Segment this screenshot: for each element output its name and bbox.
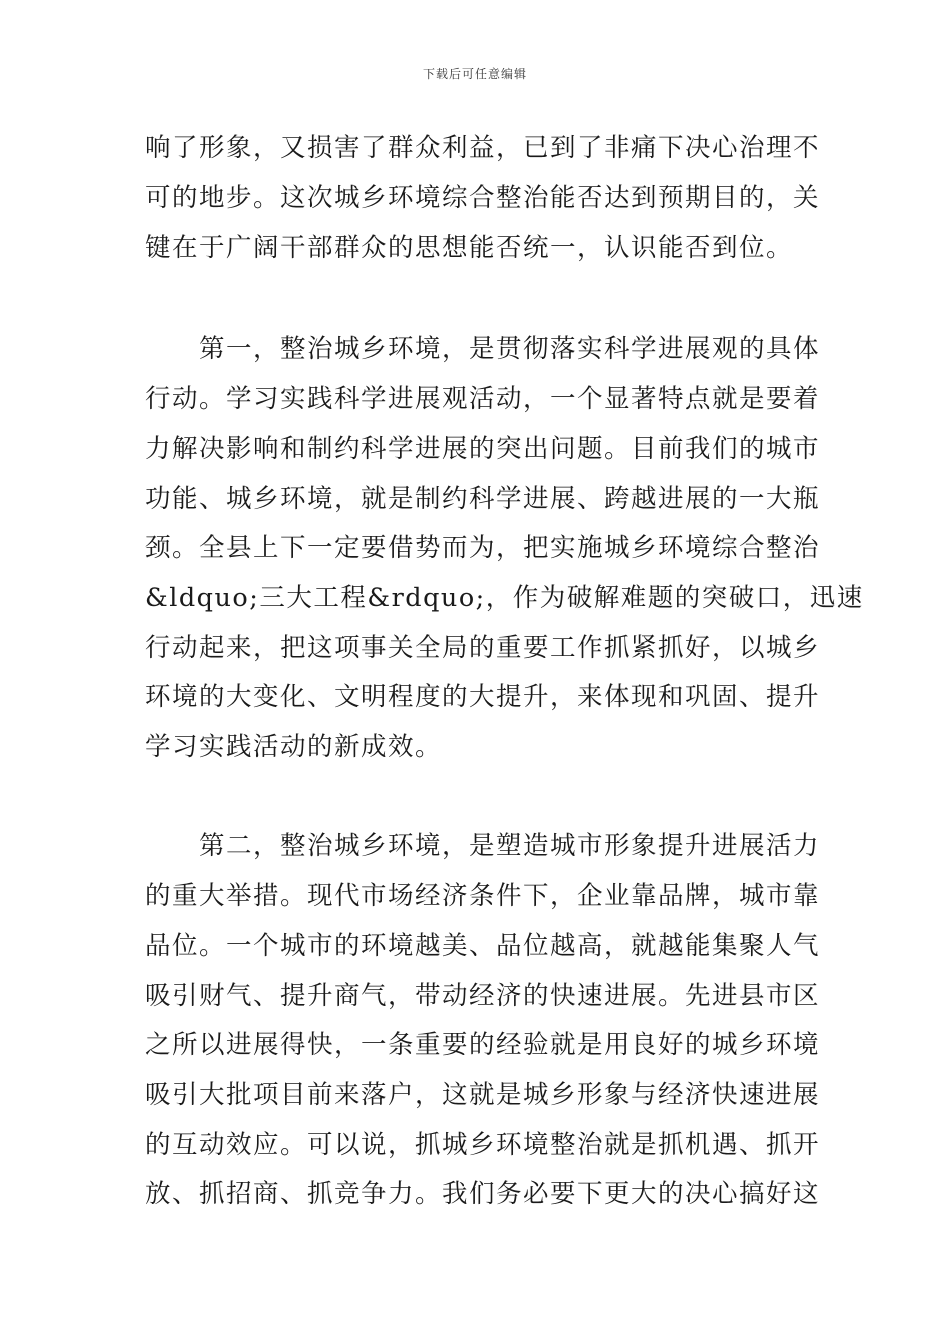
body-line: 可的地步。这次城乡环境综合整治能否达到预期目的，关: [145, 183, 821, 213]
body-line: 环境的大变化、文明程度的大提升，来体现和巩固、提升: [145, 682, 821, 712]
page-header: 下载后可任意编辑: [422, 67, 527, 81]
body-line: 行动。学习实践科学进展观活动，一个显著特点就是要着: [145, 384, 821, 414]
body-line: 第二，整治城乡环境，是塑造城市形象提升进展活力: [145, 831, 821, 861]
body-line: 功能、城乡环境，就是制约科学进展、跨越进展的一大瓶: [145, 484, 821, 514]
body-line: 颈。全县上下一定要借势而为，把实施城乡环境综合整治: [145, 533, 821, 563]
body-line: 的互动效应。可以说，抓城乡环境整治就是抓机遇、抓开: [145, 1130, 821, 1160]
body-line: 之所以进展得快，一条重要的经验就是用良好的城乡环境: [145, 1030, 821, 1060]
body-line: 品位。一个城市的环境越美、品位越高，就越能集聚人气: [145, 931, 821, 961]
body-line: 行动起来，把这项事关全局的重要工作抓紧抓好，以城乡: [145, 633, 821, 663]
body-line: 放、抓招商、抓竞争力。我们务必要下更大的决心搞好这: [145, 1179, 821, 1209]
body-line: 响了形象，又损害了群众利益，已到了非痛下决心治理不: [145, 133, 821, 163]
body-line: 吸引财气、提升商气，带动经济的快速进展。先进县市区: [145, 981, 821, 1011]
body-line: 学习实践活动的新成效。: [145, 732, 443, 762]
body-line: 的重大举措。现代市场经济条件下，企业靠品牌，城市靠: [145, 881, 821, 911]
body-line: 键在于广阔干部群众的思想能否统一，认识能否到位。: [145, 233, 794, 263]
body-line: 力解决影响和制约科学进展的突出问题。目前我们的城市: [145, 434, 821, 464]
body-line: &ldquo;三大工程&rdquo;，作为破解难题的突破口，迅速: [145, 583, 864, 613]
body-line: 吸引大批项目前来落户，这就是城乡形象与经济快速进展: [145, 1080, 821, 1110]
body-line: 第一，整治城乡环境，是贯彻落实科学进展观的具体: [145, 334, 821, 364]
